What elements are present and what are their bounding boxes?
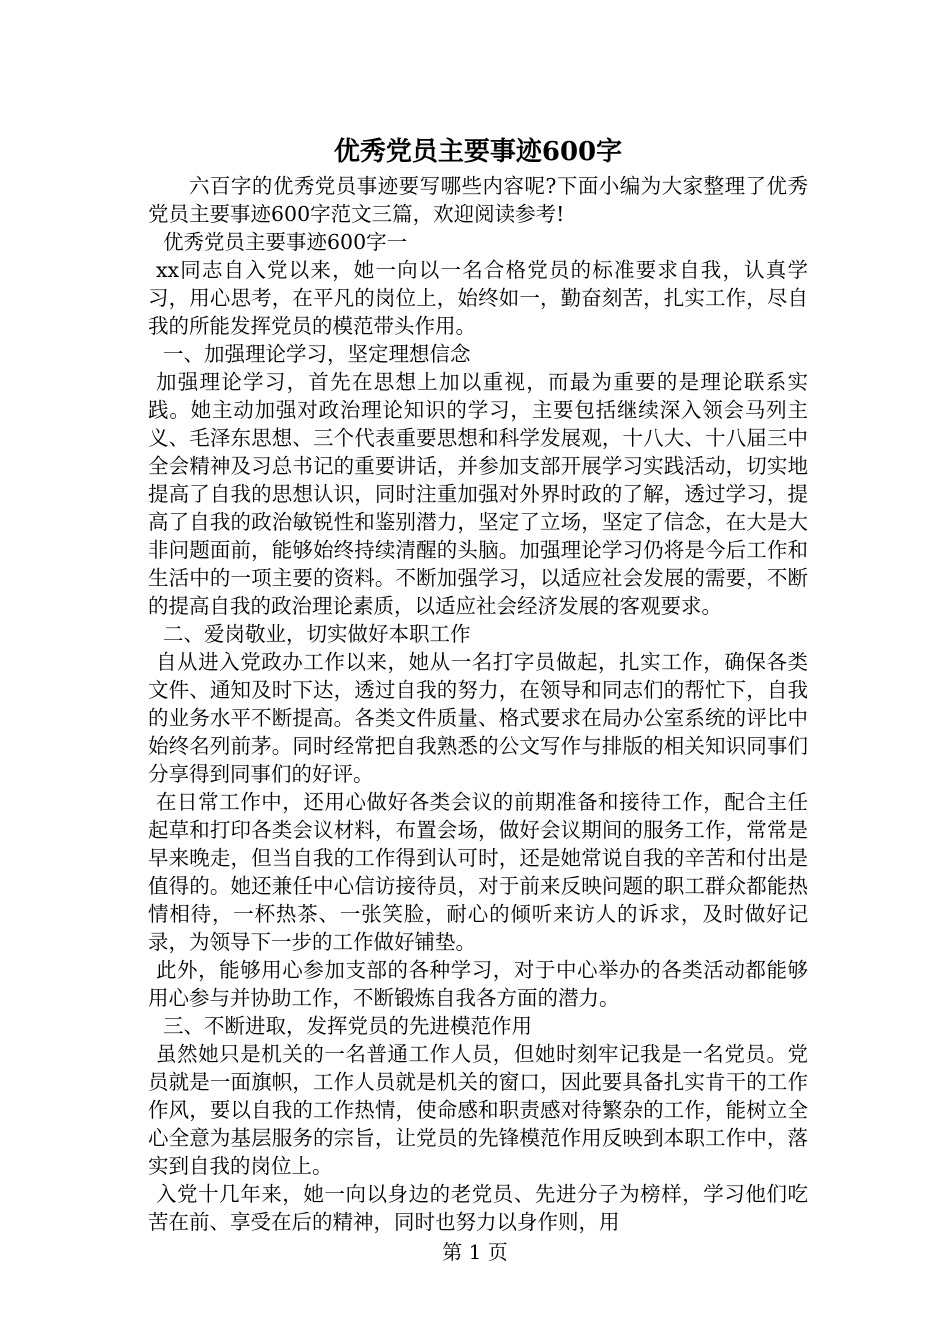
section-heading: 二、爱岗敬业，切实做好本职工作	[163, 622, 471, 646]
intro-paragraph: 六百字的优秀党员事迹要写哪些内容呢?下面小编为大家整理了优秀党员主要事迹600字范文三篇，欢迎阅读参考!	[148, 174, 808, 226]
section-heading: 一、加强理论学习，坚定理想信念	[163, 342, 471, 366]
body-paragraph: xx同志自入党以来，她一向以一名合格党员的标准要求自我，认真学习，用心思考，在平凡的岗位上，始终如一，勤奋刻苦，扎实工作，尽自我的所能发挥党员的模范带头作用。	[148, 258, 808, 338]
body-paragraph: 在日常工作中，还用心做好各类会议的前期准备和接待工作，配合主任起草和打印各类会议材料，布置会场，做好会议期间的服务工作，常常是早来晚走，但当自我的工作得到认可时，还是她常说自我的辛苦和付出是值得的。她还兼任中心信访接待员，对于前来反映问题的职工群众都能热情相待，一杯热茶、一张笑脸，耐心的倾听来访人的诉求，及时做好记录，为领导下一步的工作做好铺垫。	[148, 790, 808, 954]
body-paragraph: 自从进入党政办工作以来，她从一名打字员做起，扎实工作，确保各类文件、通知及时下达，透过自我的努力，在领导和同志们的帮忙下，自我的业务水平不断提高。各类文件质量、格式要求在局办公室系统的评比中始终名列前茅。同时经常把自我熟悉的公文写作与排版的相关知识同事们分享得到同事们的好评。	[148, 650, 808, 786]
document-title: 优秀党员主要事迹600字	[333, 137, 623, 167]
section-heading: 三、不断进取，发挥党员的先进模范作用	[163, 1014, 532, 1038]
body-paragraph: 此外，能够用心参加支部的各种学习，对于中心举办的各类活动都能够用心参与并协助工作，不断锻炼自我各方面的潜力。	[148, 958, 808, 1010]
essay-heading: 优秀党员主要事迹600字一	[163, 230, 408, 254]
page-number: 第 1 页	[442, 1240, 508, 1264]
body-paragraph: 入党十几年来，她一向以身边的老党员、先进分子为榜样，学习他们吃苦在前、享受在后的精神，同时也努力以身作则，用	[148, 1182, 808, 1234]
body-paragraph: 加强理论学习，首先在思想上加以重视，而最为重要的是理论联系实践。她主动加强对政治理论知识的学习，主要包括继续深入领会马列主义、毛泽东思想、三个代表重要思想和科学发展观，十八大、十八届三中全会精神及习总书记的重要讲话，并参加支部开展学习实践活动，切实地提高了自我的思想认识，同时注重加强对外界时政的了解，透过学习，提高了自我的政治敏锐性和鉴别潜力，坚定了立场，坚定了信念，在大是大非问题面前，能够始终持续清醒的头脑。加强理论学习仍将是今后工作和生活中的一项主要的资料。不断加强学习，以适应社会发展的需要，不断的提高自我的政治理论素质，以适应社会经济发展的客观要求。	[148, 370, 808, 618]
document-body	[148, 132, 808, 1236]
body-paragraph: 虽然她只是机关的一名普通工作人员，但她时刻牢记我是一名党员。党员就是一面旗帜，工作人员就是机关的窗口，因此要具备扎实肯干的工作作风，要以自我的工作热情，使命感和职责感对待繁杂的工作，能树立全心全意为基层服务的宗旨，让党员的先锋模范作用反映到本职工作中，落实到自我的岗位上。	[148, 1042, 808, 1178]
